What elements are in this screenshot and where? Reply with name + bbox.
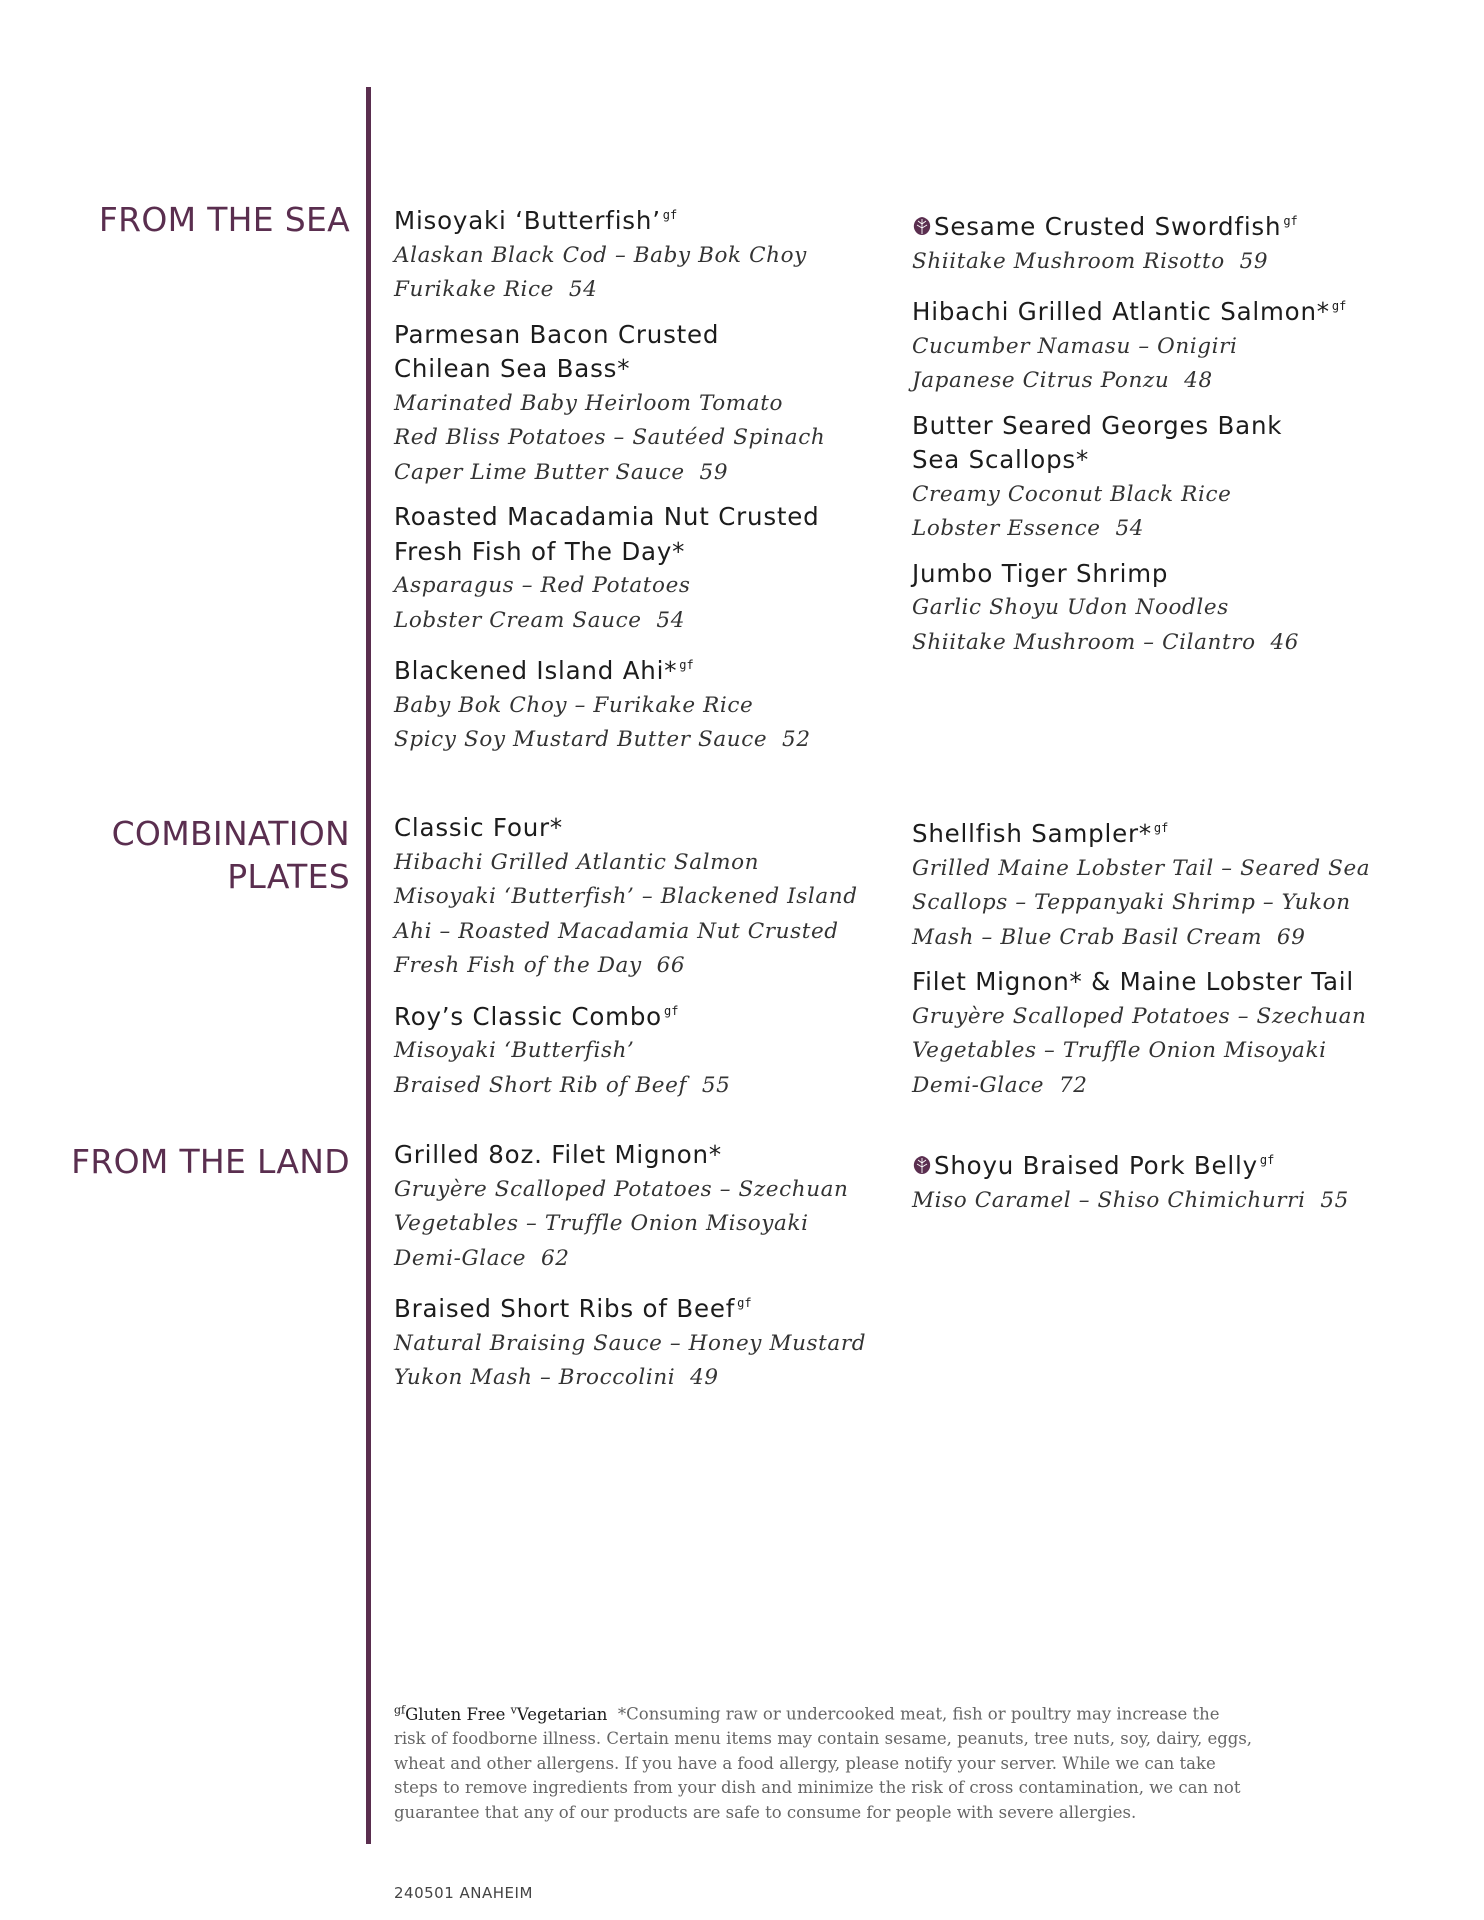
gluten-free-mark: gf <box>1153 821 1169 835</box>
footnote-line: risk of foodborne illness. Certain menu items may contain sesame, peanuts, tree nuts, soy, dairy, eggs, <box>394 1729 1253 1748</box>
menu-item-desc: Japanese Citrus Ponzu 48 <box>912 368 1213 393</box>
menu-item-name: Classic Four* <box>394 813 563 842</box>
vertical-divider <box>366 87 371 1844</box>
menu-item-name: Fresh Fish of The Day* <box>394 536 686 566</box>
menu-item-name: Roy’s Classic Combo $^{gf}$ <box>394 1001 679 1031</box>
menu-item-desc: Scallops – Teppanyaki Shrimp – Yukon <box>912 890 1351 915</box>
footnote-line: guarantee that any of our products are safe to consume for people with severe allergies. <box>394 1802 1137 1822</box>
menu-item-desc: Shiitake Mushroom – Cilantro 46 <box>912 629 1300 655</box>
menu-item-desc: Vegetables – Truffle Onion Misoyaki <box>912 1038 1327 1063</box>
footnote-line: $^{gf}$Gluten Free $^v$Vegetarian *Consuming raw or undercooked meat, fish or poultry may increase the <box>394 1703 1220 1724</box>
gluten-free-mark: gf <box>662 208 678 222</box>
section-title-line: PLATES <box>227 857 350 896</box>
combo-right-column <box>912 811 1452 1103</box>
menu-item-name: Grilled 8oz. Filet Mignon* <box>394 1140 722 1169</box>
menu-item-name: Filet Mignon* & Maine Lobster Tail <box>912 967 1355 996</box>
menu-item-desc: Hibachi Grilled Atlantic Salmon <box>394 849 760 875</box>
combo-left-column <box>394 811 894 1103</box>
menu-item-name: Shellfish Sampler* $^{gf}$ <box>912 819 1169 848</box>
leaf-icon <box>912 1155 932 1175</box>
menu-item-desc: Red Bliss Potatoes – Sautéed Spinach <box>394 425 826 450</box>
menu-item-name: Sea Scallops* <box>912 445 1090 474</box>
gluten-free-mark: gf <box>1259 1153 1275 1167</box>
menu-item-name: Chilean Sea Bass* <box>394 354 631 383</box>
menu-item-desc: Demi-Glace 62 <box>394 1245 570 1271</box>
menu-item-desc: Misoyaki ‘Butterfish’ <box>394 1038 635 1063</box>
menu-item-blackened-ahi <box>394 648 894 758</box>
menu-item-desc: Furikake Rice 54 <box>394 277 598 302</box>
dietary-key: $^{gf}$Gluten Free $^v$Vegetarian <box>394 1703 608 1724</box>
menu-item-desc: Lobster Essence 54 <box>912 516 1145 541</box>
menu-item-name: Braised Short Ribs of Beef $^{gf}$ <box>394 1294 752 1323</box>
footnote-line: wheat and other allergens. If you have a food allergy, please notify your server. While we can take <box>394 1753 1216 1773</box>
menu-item-atlantic-salmon <box>912 289 1452 399</box>
menu-item-desc: Garlic Shoyu Udon Noodles <box>912 595 1229 620</box>
menu-item-name: Parmesan Bacon Crusted <box>394 319 720 349</box>
menu-item-desc: Misoyaki ‘Butterfish’ – Blackened Island <box>394 884 858 909</box>
allergy-footnote <box>394 1698 1314 1825</box>
menu-item-shellfish-sampler <box>912 811 1452 955</box>
menu-item-desc: Natural Braising Sauce – Honey Mustard <box>394 1330 867 1356</box>
menu-item-name: Jumbo Tiger Shrimp <box>912 558 1169 588</box>
land-left-column <box>394 1138 894 1396</box>
menu-item-desc: Spicy Soy Mustard Butter Sauce 52 <box>394 727 811 752</box>
menu-item-desc: Demi-Glace 72 <box>912 1072 1088 1098</box>
menu-item-name: Blackened Island Ahi* $^{gf}$ <box>394 656 694 685</box>
menu-item-desc: Miso Caramel – Shiso Chimichurri 55 <box>912 1187 1349 1213</box>
menu-item-short-ribs <box>394 1286 894 1396</box>
menu-item-desc: Caper Lime Butter Sauce 59 <box>394 459 729 485</box>
menu-item-name: Hibachi Grilled Atlantic Salmon* $^{gf}$ <box>912 297 1347 326</box>
section-title-from-the-sea: FROM THE SEA <box>98 200 350 239</box>
menu-item-desc: Cucumber Namasu – Onigiri <box>912 333 1238 359</box>
menu-item-misoyaki-butterfish <box>394 198 894 308</box>
gluten-free-mark: gf <box>663 1003 679 1018</box>
menu-item-name: Shoyu Braised Pork Belly $^{gf}$ <box>912 1143 1452 1184</box>
menu-item-filet-lobster-tail <box>912 965 1452 1103</box>
menu-item-desc: Baby Bok Choy – Furikake Rice <box>394 692 754 718</box>
leaf-icon <box>912 216 932 236</box>
menu-item-desc: Braised Short Rib of Beef 55 <box>394 1072 731 1098</box>
menu-item-pork-belly <box>912 1143 1452 1218</box>
menu-item-desc: Marinated Baby Heirloom Tomato <box>394 390 783 416</box>
sea-left-column <box>394 198 894 758</box>
menu-item-swordfish <box>912 204 1452 279</box>
gluten-free-mark: gf <box>679 658 694 672</box>
menu-item-desc: Gruyère Scalloped Potatoes – Szechuan <box>912 1003 1367 1029</box>
menu-item-desc: Creamy Coconut Black Rice <box>912 481 1232 507</box>
menu-item-filet-mignon <box>394 1138 894 1276</box>
menu-item-desc: Vegetables – Truffle Onion Misoyaki <box>394 1211 809 1236</box>
sea-right-column <box>912 204 1452 660</box>
menu-item-desc: Lobster Cream Sauce 54 <box>394 607 685 633</box>
menu-item-name: Sesame Crusted Swordfish $^{gf}$ <box>912 204 1452 245</box>
menu-item-desc: Fresh Fish of the Day 66 <box>394 953 686 978</box>
menu-item-desc: Gruyère Scalloped Potatoes – Szechuan <box>394 1176 849 1202</box>
menu-item-desc: Ahi – Roasted Macadamia Nut Crusted <box>394 918 839 944</box>
gluten-free-mark: gf <box>1283 214 1298 228</box>
menu-item-desc: Mash – Blue Crab Basil Cream 69 <box>912 924 1306 950</box>
gluten-free-mark: gf <box>737 1296 752 1310</box>
gluten-free-mark: gf <box>1331 299 1347 313</box>
land-right-column <box>912 1143 1452 1218</box>
menu-item-desc: Shiitake Mushroom Risotto 59 <box>912 248 1269 274</box>
footnote-line: steps to remove ingredients from your dish and minimize the risk of cross contamination, we can not <box>394 1778 1241 1797</box>
section-title-line: COMBINATION <box>111 814 350 853</box>
menu-item-desc: Asparagus – Red Potatoes <box>394 573 691 598</box>
menu-item-name: Roasted Macadamia Nut Crusted <box>394 502 820 531</box>
menu-item-classic-four <box>394 811 894 984</box>
menu-code: 240501 ANAHEIM <box>394 1884 533 1902</box>
menu-item-macadamia-fresh-fish <box>394 500 894 638</box>
menu-item-name: Butter Seared Georges Bank <box>912 410 1283 440</box>
section-title-from-the-land: FROM THE LAND <box>71 1142 350 1181</box>
menu-item-sea-scallops <box>912 409 1452 547</box>
menu-item-name: Misoyaki ‘Butterfish’ $^{gf}$ <box>394 206 678 235</box>
menu-item-roys-classic-combo <box>394 994 894 1104</box>
menu-item-desc: Alaskan Black Cod – Baby Bok Choy <box>394 242 807 268</box>
menu-item-desc: Grilled Maine Lobster Tail – Seared Sea <box>912 855 1371 881</box>
section-title-combination-plates <box>112 812 350 898</box>
menu-item-tiger-shrimp <box>912 557 1452 661</box>
menu-item-desc: Yukon Mash – Broccolini 49 <box>394 1365 719 1390</box>
menu-item-chilean-sea-bass <box>394 318 894 491</box>
